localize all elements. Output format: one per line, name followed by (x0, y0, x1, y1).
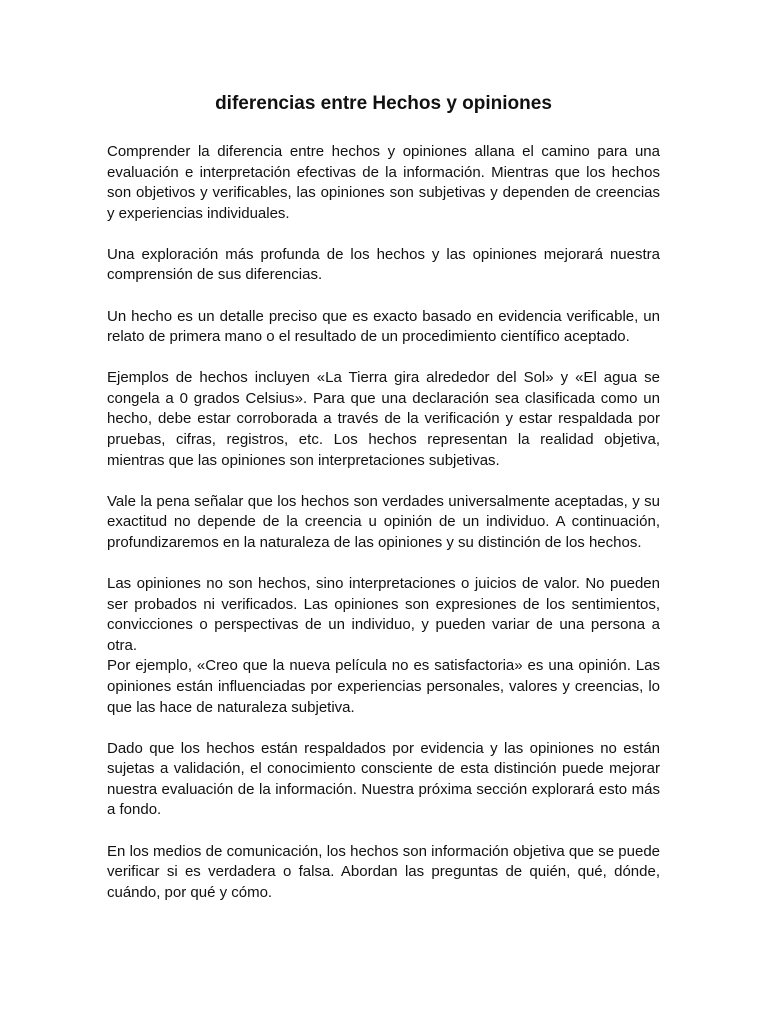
paragraph-fact-universal: Vale la pena señalar que los hechos son verdades universalmente aceptadas, y su exactitud no depende de la creencia u opinión de un individuo. A continuación, profundizaremos en la naturaleza de las opiniones y su distinción de los hechos. (107, 492, 660, 551)
document-page (107, 91, 660, 924)
paragraph-fact-definition: Un hecho es un detalle preciso que es exacto basado en evidencia verificable, un relato de primera mano o el resultado de un procedimiento científico aceptado. (107, 307, 660, 346)
document-title: diferencias entre Hechos y opiniones (215, 93, 552, 114)
paragraph-opinion-example: Por ejemplo, «Creo que la nueva película no es satisfactoria» es una opinión. Las opiniones están influenciadas por experiencias personales, valores y creencias, lo que las hace de naturaleza subjetiva. (107, 657, 660, 716)
paragraph-media: En los medios de comunicación, los hechos son información objetiva que se puede verificar si es verdadera o falsa. Abordan las preguntas de quién, qué, dónde, cuándo, por qué y cómo. (107, 842, 660, 901)
paragraph-opinion-definition: Las opiniones no son hechos, sino interpretaciones o juicios de valor. No pueden ser probados ni verificados. Las opiniones son expresiones de los sentimientos, convicciones o perspectivas de un individuo, y pueden variar de una persona a otra. (107, 575, 660, 654)
paragraph-exploration: Una exploración más profunda de los hechos y las opiniones mejorará nuestra comprensión de sus diferencias. (107, 245, 660, 284)
paragraph-intro: Comprender la diferencia entre hechos y opiniones allana el camino para una evaluación e interpretación efectivas de la información. Mientras que los hechos son objetivos y verificables, las opiniones son subjetivas y dependen de creencias y experiencias individuales. (107, 143, 660, 222)
paragraph-distinction: Dado que los hechos están respaldados por evidencia y las opiniones no están sujetas a validación, el conocimiento consciente de esta distinción puede mejorar nuestra evaluación de la información. Nuestra próxima sección explorará esto más a fondo. (107, 739, 660, 819)
paragraph-fact-examples: Ejemplos de hechos incluyen «La Tierra gira alrededor del Sol» y «El agua se congela a 0 grados Celsius». Para que una declaración sea clasificada como un hecho, debe estar corroborada a través de la verificación y estar respaldada por pruebas, cifras, registros, etc. Los hechos representan la realidad objetiva, mientras que las opiniones son interpretaciones subjetivas. (107, 369, 660, 469)
